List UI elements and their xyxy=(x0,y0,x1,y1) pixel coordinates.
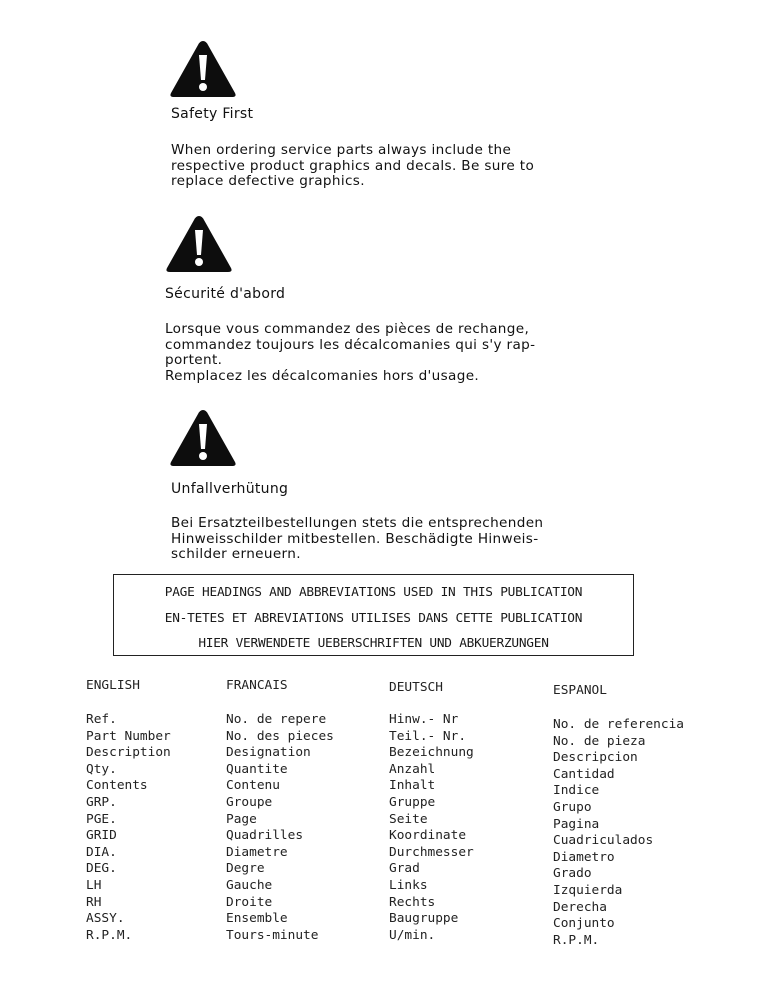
glossary-term: Izquierda xyxy=(553,882,623,898)
body-line: schilder erneuern. xyxy=(171,546,301,563)
glossary-term: Inhalt xyxy=(389,778,436,794)
glossary-column-english xyxy=(86,712,171,944)
glossary-term: Grado xyxy=(553,866,592,882)
glossary-term: PGE. xyxy=(86,811,117,827)
glossary-term: Bezeichnung xyxy=(389,745,474,761)
glossary-term: Links xyxy=(389,877,428,893)
glossary-term: Ensemble xyxy=(226,911,288,927)
abbreviations-banner xyxy=(113,574,634,656)
glossary-term: R.P.M. xyxy=(553,932,600,948)
glossary-term: Teil.- Nr. xyxy=(389,728,467,744)
glossary-term: Droite xyxy=(226,894,273,910)
glossary-term: ASSY. xyxy=(86,911,125,927)
body-line: Bei Ersatzteilbestellungen stets die entsprechenden xyxy=(171,515,544,531)
glossary-term: Diametro xyxy=(553,849,615,865)
glossary-term: Contenu xyxy=(226,778,280,794)
glossary-term: Gruppe xyxy=(389,794,436,810)
glossary-term: R.P.M. xyxy=(86,927,133,943)
glossary-term: Quantite xyxy=(226,761,288,777)
glossary-term: Part Number xyxy=(86,728,171,744)
glossary-term: U/min. xyxy=(389,927,436,943)
glossary-column-spanish xyxy=(553,717,684,949)
glossary-term: No. de pieza xyxy=(553,733,646,749)
section-heading-english: Safety First xyxy=(171,106,254,122)
body-line: Remplacez les décalcomanies hors d'usage. xyxy=(165,367,480,384)
glossary-term: Groupe xyxy=(226,794,273,810)
section-heading-french: Sécurité d'abord xyxy=(165,286,286,302)
section-body-english xyxy=(171,143,534,190)
glossary-term: Quadrilles xyxy=(226,828,304,844)
warning-triangle-icon xyxy=(168,407,238,469)
body-line: commandez toujours les décalcomanies qui s'y rap- xyxy=(165,336,536,353)
warning-triangle-icon xyxy=(168,38,238,100)
banner-line-german: HIER VERWENDETE UEBERSCHRIFTEN UND ABKUERZUNGEN xyxy=(198,636,549,651)
glossary-term: LH xyxy=(86,877,102,893)
glossary-term: Description xyxy=(86,745,171,761)
column-header-english: ENGLISH xyxy=(86,678,140,693)
glossary-term: GRP. xyxy=(86,794,117,810)
column-header-french: FRANCAIS xyxy=(226,678,288,693)
glossary-term: No. de repere xyxy=(226,712,327,727)
glossary-term: Koordinate xyxy=(389,828,467,844)
glossary-term: Degre xyxy=(226,861,265,877)
glossary-term: Baugruppe xyxy=(389,911,459,927)
glossary-term: No. des pieces xyxy=(226,728,334,744)
glossary-term: DIA. xyxy=(86,844,117,860)
glossary-term: Conjunto xyxy=(553,916,615,932)
body-line: Lorsque vous commandez des pièces de rechange, xyxy=(165,321,530,337)
glossary-term: Gauche xyxy=(226,877,273,893)
body-line: respective product graphics and decals. Be sure to xyxy=(171,157,535,174)
glossary-term: Tours-minute xyxy=(226,927,319,943)
glossary-column-german xyxy=(389,712,474,944)
glossary-term: Durchmesser xyxy=(389,844,474,860)
glossary-term: DEG. xyxy=(86,861,117,877)
glossary-term: RH xyxy=(86,894,102,910)
column-header-spanish: ESPANOL xyxy=(553,683,607,698)
glossary-term: Designation xyxy=(226,745,311,761)
glossary-term: Cuadriculados xyxy=(553,833,654,849)
glossary-term: Page xyxy=(226,811,257,827)
glossary-term: Ref. xyxy=(86,712,117,727)
glossary-column-french xyxy=(226,712,334,944)
section-heading-german: Unfallverhütung xyxy=(171,481,289,497)
glossary-term: Descripcion xyxy=(553,750,638,766)
glossary-term: Seite xyxy=(389,811,428,827)
banner-line-english: PAGE HEADINGS AND ABBREVIATIONS USED IN THIS PUBLICATION xyxy=(164,585,583,600)
column-header-german: DEUTSCH xyxy=(389,680,443,695)
glossary-term: Grad xyxy=(389,861,420,877)
glossary-term: Rechts xyxy=(389,894,436,910)
section-body-french xyxy=(165,322,535,384)
glossary-term: Indice xyxy=(553,783,600,799)
glossary-term: Anzahl xyxy=(389,761,436,777)
glossary-term: Qty. xyxy=(86,761,117,777)
glossary-term: Contents xyxy=(86,778,148,794)
glossary-term: GRID xyxy=(86,828,117,844)
glossary-term: Pagina xyxy=(553,816,600,832)
glossary-term: Cantidad xyxy=(553,766,615,782)
warning-triangle-icon xyxy=(164,213,234,275)
glossary-term: Grupo xyxy=(553,799,592,815)
glossary-term: No. de referencia xyxy=(553,717,684,732)
section-body-german xyxy=(171,516,543,563)
glossary-term: Hinw.- Nr xyxy=(389,712,459,727)
body-line: replace defective graphics. xyxy=(171,173,365,190)
body-line: When ordering service parts always include the xyxy=(171,142,512,158)
glossary-term: Derecha xyxy=(553,899,607,915)
glossary-term: Diametre xyxy=(226,844,288,860)
body-line: Hinweisschilder mitbestellen. Beschädigte Hinweis- xyxy=(171,530,539,547)
body-line: portent. xyxy=(165,352,223,369)
banner-line-french: EN-TETES ET ABREVIATIONS UTILISES DANS CETTE PUBLICATION xyxy=(164,611,583,626)
